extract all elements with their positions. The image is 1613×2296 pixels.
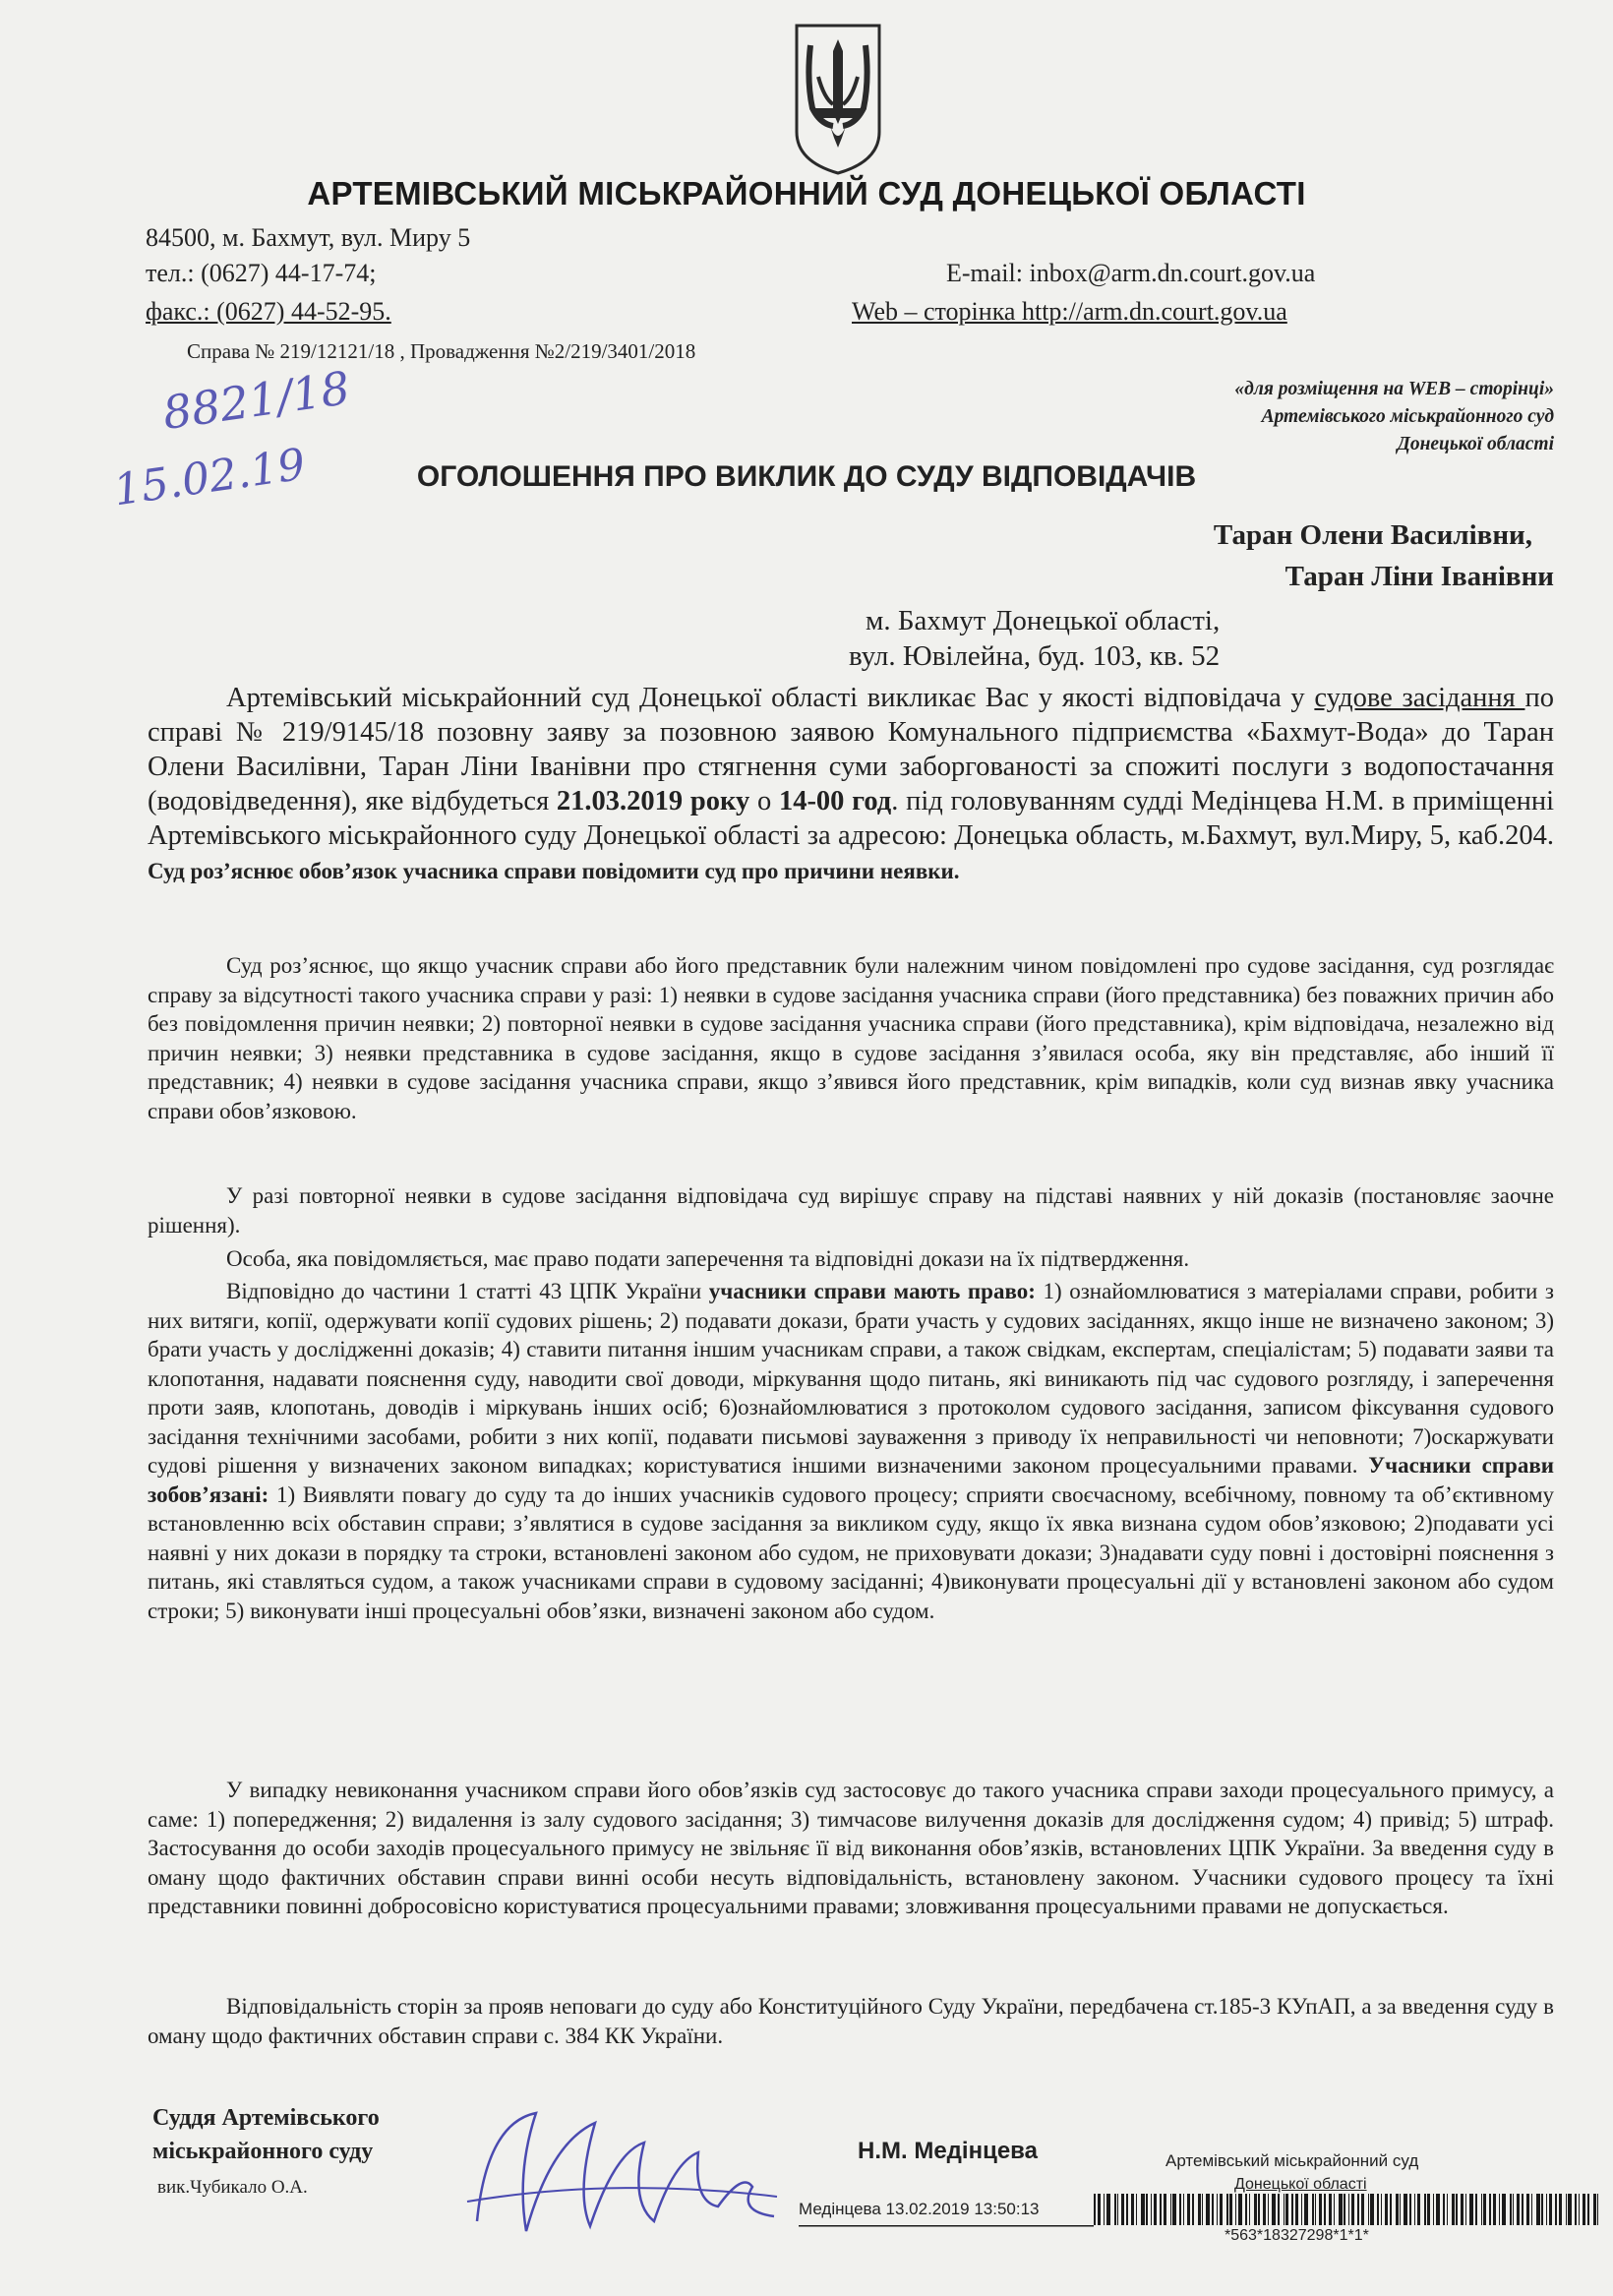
objection-right-paragraph: Особа, яка повідомляється, має право подати заперечення та відповідні докази на їх підтвердження.	[226, 1246, 1190, 1271]
court-phone: тел.: (0627) 44-17-74;	[146, 259, 377, 287]
court-fax: факс.: (0627) 44-52-95.	[146, 297, 391, 326]
stamp-court-name: Артемівський міськрайонний суд	[1165, 2151, 1419, 2170]
barcode-number: *563*18327298*1*1*	[1225, 2227, 1369, 2244]
document-title: ОГОЛОШЕННЯ ПРО ВИКЛИК ДО СУДУ ВІДПОВІДАЧІВ	[416, 460, 1197, 493]
liability-paragraph: Відповідальність сторін за прояв неповаги до суду або Конституційного Суду України, передбачена ст.185-3 КУпАП, а за введення суду в оману щодо фактичних обставин справи с. 384 КК України.	[148, 1994, 1554, 2048]
court-name-header: АРТЕМІВСЬКИЙ МІСЬКРАЙОННИЙ СУД ДОНЕЦЬКОЇ ОБЛАСТІ	[307, 175, 1306, 211]
addressee-name-1: Таран Олени Василівни,	[1213, 519, 1532, 551]
judge-title-line: міськрайонного суду	[152, 2139, 374, 2164]
addressee-name-2: Таран Ліни Іванівни	[1284, 561, 1554, 592]
electronic-signature-stamp: Медінцева 13.02.2019 13:50:13	[799, 2200, 1040, 2218]
stamp-court-region: Донецької області	[1234, 2176, 1367, 2193]
rights-obligations-paragraph: Відповідно до частини 1 статті 43 ЦПК України учасники справи мають право: 1) ознайомлюватися з матеріалами справи, робити з них витяги, копії, одержувати копії судових рішень; 2) подавати докази, брати участь у судових засіданнях, якщо інше не визначено законом; 3) брати участь у дослідженні доказів; 4) ставити питання іншим учасникам справи, а також свідкам, експертам, спеціалістам; 5) подавати заяви та клопотання, надавати пояснення суду, наводити свої доводи, міркування щодо питань, які виникають під час судового розгляду, і заперечення проти заяв, клопотань, доводів і міркувань інших осіб; 6)ознайомлюватися з протоколом судового засідання, записом фіксування судового засідання технічними засобами, робити з них копії, подавати письмові зауваження з приводу їх неправильності чи неповноти; 7)оскаржувати судові рішення у визначених законом випадках; користуватися іншими визначеними законом процесуальними правами. Учасники справи зобов’язані: 1) Виявляти повагу до суду та до інших учасників судового процесу; сприяти своєчасному, всебічному, повному та об’єктивному встановленню всіх обставин справи; з’являтися в судове засідання за викликом суду, якщо їх явка визнана судом обов’язковою; 2)подавати усі наявні у них докази в порядку та строки, встановлені законом або судом, не приховувати докази; 3)надавати суду повні і достовірні пояснення з питань, які ставляться судом, а також учасниками справи в судовому засіданні; 4)виконувати процесуальні дії у встановлені законом або судом строки; 5) виконувати інші процесуальні обов’язки, визначені законом або судом.	[148, 1279, 1554, 1623]
addressee-street: вул. Ювілейна, буд. 103, кв. 52	[849, 640, 1221, 672]
handwritten-date: 15.02.19	[110, 439, 309, 516]
web-note-line: Артемівського міськрайонного суд	[1261, 406, 1554, 427]
handwritten-registration-number: 8821/18	[159, 360, 353, 441]
coat-of-arms-icon	[791, 22, 885, 177]
web-note-line: «для розміщення на WEB – сторінці»	[1234, 379, 1554, 399]
non-appearance-paragraph: Суд роз’яснює, що якщо учасник справи або його представник були належним чином повідомлені про судове засідання, суд розглядає справу за відсутності такого учасника справи у разі: 1) неявки в судове засідання учасника справи (його представника) без поважних причин або без повідомлення причин неявки; 2) повторної неявки в судове засідання учасника справи (його представника), крім відповідача, незалежно від причин неявки; 3) неявки представника в судове засідання, якщо в судове засідання з’явилася особа, яку він представляє, або інший її представник; 4) неявки в судове засідання учасника справи, якщо з’явився його представник, крім випадків, коли суд визнав явку учасника справи обов’язковою.	[148, 953, 1554, 1123]
court-address: 84500, м. Бахмут, вул. Миру 5	[146, 223, 471, 252]
web-note-line: Донецької області	[1397, 434, 1554, 454]
summons-paragraph: Артемівський міськрайонний суд Донецької області викликає Вас у якості відповідача у судове засідання по справі № 219/9145/18 позовну заяву за позовною заявою Комунального підприємства «Бахмут-Вода» до Таран Олени Василівни, Таран Ліни Іванівни про стягнення суми заборгованості за спожиті послуги з водопостачання (водовідведення), яке відбудеться 21.03.2019 року о 14-00 год. під головуванням судді Медінцева Н.М. в приміщенні Артемівського міськрайонного суду Донецької області за адресою: Донецька область, м.Бахмут, вул.Миру, 5, каб.204. Суд роз’яснює обов’язок учасника справи повідомити суд про причини неявки.	[148, 683, 1555, 883]
repeated-absence-paragraph: У разі повторної неявки в судове засідання відповідача суд вирішує справу на підставі наявних у ній доказів (постановляє заочне рішення).	[148, 1183, 1554, 1238]
case-reference: Справа № 219/12121/18 , Провадження №2/219/3401/2018	[187, 339, 696, 363]
court-email: E-mail: inbox@arm.dn.court.gov.ua	[946, 259, 1316, 287]
judge-name: Н.М. Медінцева	[858, 2138, 1038, 2164]
judge-signature	[457, 2084, 782, 2246]
procedural-coercion-paragraph: У випадку невиконання учасником справи його обов’язків суд застосовує до такого учасника справи заходи процесуального примусу, а саме: 1) попередження; 2) видалення із залу судового засідання; 3) тимчасове вилучення доказів для дослідження судом; 4) привід; 5) штраф. Застосування до особи заходів процесуального примусу не звільняє її від виконання обов’язків, встановлених ЦПК України. За введення суду в оману щодо фактичних обставин справи винні особи несуть відповідальність, встановлену законом. Учасники судового процесу та їхні представники повинні добросовісно користуватися процесуальними правами; зловживання процесуальними правами не допускається.	[148, 1778, 1554, 1918]
web-publication-note	[964, 376, 1554, 458]
court-website: Web – сторінка http://arm.dn.court.gov.ua	[852, 297, 1287, 326]
judge-title-line: Суддя Артемівського	[152, 2105, 380, 2131]
executor-name: вик.Чубикало О.А.	[157, 2177, 308, 2198]
addressee-city: м. Бахмут Донецької області,	[866, 605, 1221, 636]
